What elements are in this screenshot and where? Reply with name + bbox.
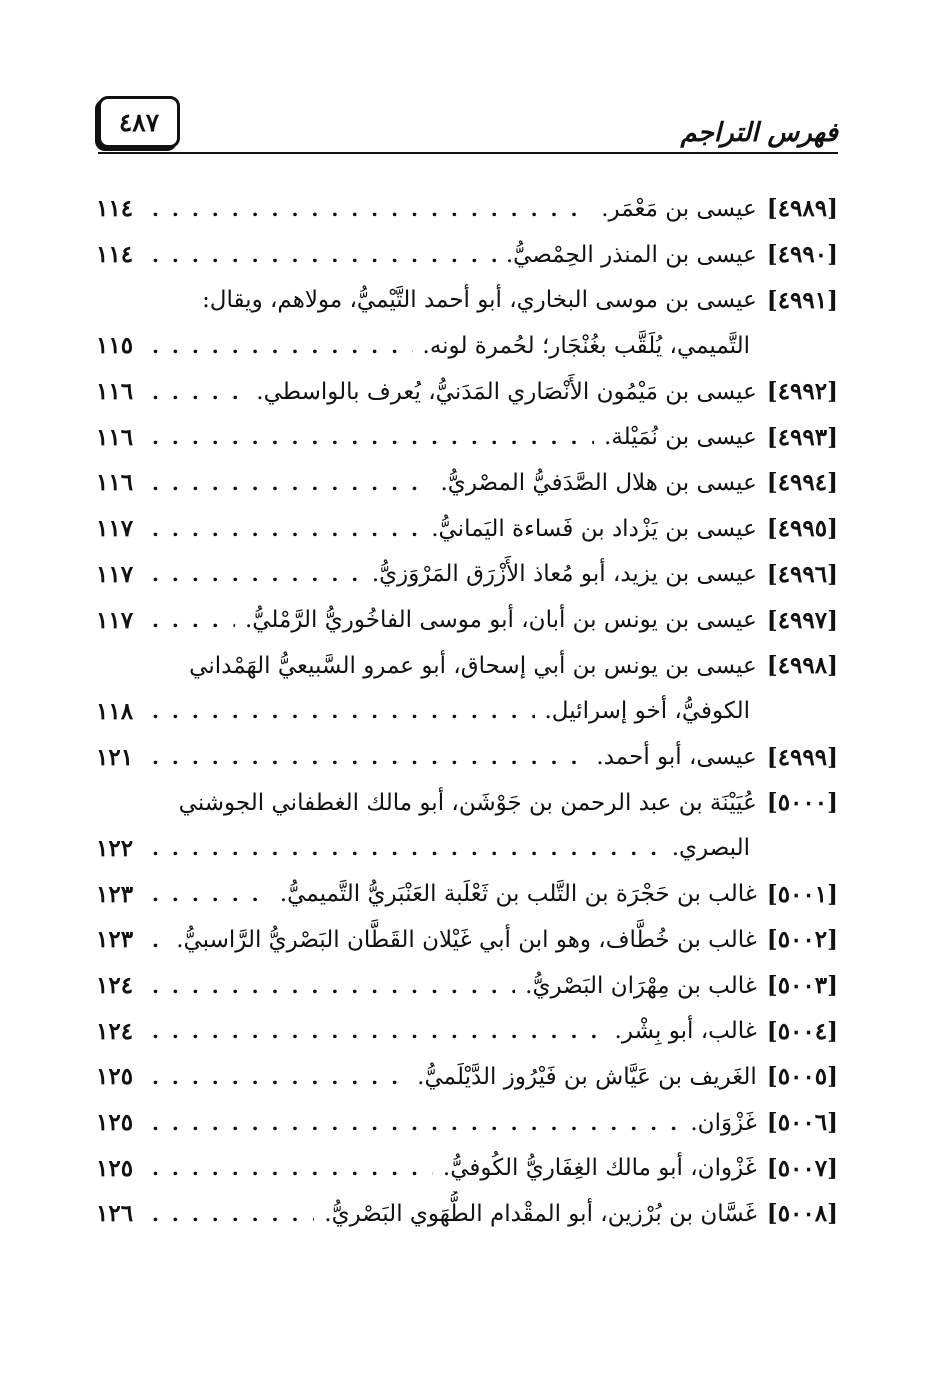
entry-name-continued: الكوفيُّ، أخو إسرائيل. <box>544 698 750 725</box>
entry-name: عيسى بن مَيْمُون الأَنْصَاري المَدَنيُّ، يُعرف بالواسطي. <box>256 378 757 405</box>
dot-leader <box>152 517 421 541</box>
dot-leader <box>152 974 515 998</box>
entry-name: عُيَيْنَة بن عبد الرحمن بن جَوْشَن، أبو مالك الغطفاني الجوشني <box>178 789 757 816</box>
dot-leader <box>152 1202 314 1226</box>
dot-leader <box>152 836 662 860</box>
index-entry <box>96 277 838 323</box>
entry-number: [٤٩٩٠] <box>766 241 838 269</box>
entry-name: غَزْوَان. <box>690 1109 757 1136</box>
entry-name: غالب بن مِهْرَان البَصْريُّ. <box>525 972 757 999</box>
entry-page: ١١٥ <box>96 332 134 360</box>
entry-number: [٥٠٠٦] <box>766 1109 838 1137</box>
entry-name: غالب، أبو بِشْر. <box>614 1018 757 1045</box>
entry-name: عيسى بن موسى البخاري، أبو أحمد التَّيْميُّ، مولاهم، ويقال: <box>202 287 757 314</box>
dot-leader <box>152 1065 407 1089</box>
entry-number: [٥٠٠٥] <box>766 1063 838 1091</box>
entry-page: ١١٦ <box>96 378 134 406</box>
entry-page: ١٢٥ <box>96 1109 134 1137</box>
index-entry <box>96 597 838 643</box>
entry-page: ١١٤ <box>96 241 134 269</box>
entry-name-continued: البصري. <box>671 835 750 862</box>
dot-leader <box>152 882 270 906</box>
entry-name: غالب بن حَجْرَة بن التَّلب بن ثَعْلَبة العَنْبَريُّ التَّميميُّ. <box>279 881 757 908</box>
entry-number: [٤٩٩٦] <box>766 560 838 588</box>
entry-page: ١٢٦ <box>96 1200 134 1228</box>
entry-number: [٤٩٩٣] <box>766 423 838 451</box>
entry-name: غَسَّان بن بُرْزين، أبو المقْدام الطُّهَوي البَصْريُّ. <box>324 1200 757 1227</box>
index-entry <box>96 643 838 689</box>
dot-leader <box>152 197 591 221</box>
index-entry <box>96 552 838 598</box>
index-entry <box>96 186 838 232</box>
entry-name: عيسى بن يونس بن أبي إسحاق، أبو عمرو السَّبيعيُّ الهَمْداني <box>189 652 757 679</box>
dot-leader <box>152 1019 605 1043</box>
dot-leader <box>152 380 246 404</box>
entry-page: ١٢٤ <box>96 1017 134 1045</box>
index-entry <box>96 232 838 278</box>
entry-name: عيسى، أبو أحمد. <box>596 744 757 771</box>
entry-number: [٥٠٠٤] <box>766 1017 838 1045</box>
index-entry <box>96 1100 838 1146</box>
entry-number: [٥٠٠٠] <box>766 789 838 817</box>
index-entry <box>96 414 838 460</box>
entry-number: [٤٩٩٥] <box>766 515 838 543</box>
entry-page: ١٢٥ <box>96 1063 134 1091</box>
dot-leader <box>152 608 235 632</box>
entry-name: عيسى بن مَعْمَر. <box>601 195 757 222</box>
dot-leader <box>152 562 362 586</box>
dot-leader <box>152 1111 680 1135</box>
index-entry <box>96 369 838 415</box>
dot-leader <box>152 471 431 495</box>
index-entry-continuation <box>96 826 838 872</box>
entry-name: الغَريف بن عَيَّاش بن فَيْرُوز الدَّيْلَميُّ. <box>417 1063 757 1090</box>
entry-page: ١٢٤ <box>96 972 134 1000</box>
entry-number: [٥٠٠٧] <box>766 1154 838 1182</box>
entry-name: عيسى بن يزيد، أبو مُعاذ الأَزْرَق المَرْوَزيُّ. <box>371 561 757 588</box>
dot-leader <box>152 745 586 769</box>
entry-page: ١٢٥ <box>96 1154 134 1182</box>
entry-page: ١١٦ <box>96 469 134 497</box>
index-entry <box>96 780 838 826</box>
dot-leader <box>152 425 594 449</box>
index-entries <box>96 186 838 1237</box>
index-entry-continuation <box>96 323 838 369</box>
entry-name: غَزْوان، أبو مالك الغِفَاريُّ الكُوفيُّ. <box>442 1155 757 1182</box>
dot-leader <box>152 928 166 952</box>
entry-page: ١١٧ <box>96 515 134 543</box>
entry-name: عيسى بن يونس بن أبان، أبو موسى الفاخُوريُّ الرَّمْليُّ. <box>244 607 757 634</box>
entry-name: غالب بن خُطَّاف، وهو ابن أبي غَيْلان القَطَّان البَصْريُّ الرَّاسبيُّ. <box>176 926 757 953</box>
index-entry <box>96 871 838 917</box>
entry-number: [٤٩٩١] <box>766 286 838 314</box>
dot-leader <box>152 1156 433 1180</box>
entry-name: عيسى بن هلال الصَّدَفيُّ المصْريُّ. <box>440 469 757 496</box>
index-entry <box>96 734 838 780</box>
entry-page: ١١٤ <box>96 195 134 223</box>
entry-name: عيسى بن المنذر الحِمْصيُّ. <box>505 241 757 268</box>
entry-number: [٤٩٩٨] <box>766 652 838 680</box>
entry-page: ١٢١ <box>96 743 134 771</box>
index-entry <box>96 1054 838 1100</box>
entry-page: ١٢٢ <box>96 834 134 862</box>
entry-page: ١٢٣ <box>96 880 134 908</box>
entry-number: [٥٠٠٢] <box>766 926 838 954</box>
entry-number: [٥٠٠٨] <box>766 1200 838 1228</box>
index-entry <box>96 506 838 552</box>
index-entry <box>96 1191 838 1237</box>
entry-page: ١١٧ <box>96 560 134 588</box>
dot-leader <box>152 699 535 723</box>
entry-page: ١١٦ <box>96 423 134 451</box>
entry-name: عيسى بن يَزْداد بن فَساءة اليَمانيُّ. <box>431 515 757 542</box>
entry-number: [٤٩٩٤] <box>766 469 838 497</box>
header-rule <box>98 152 838 154</box>
entry-page: ١١٨ <box>96 697 134 725</box>
running-title: فهرس التراجم <box>680 118 838 148</box>
entry-number: [٤٩٩٢] <box>766 378 838 406</box>
entry-name: عيسى بن نُمَيْلة. <box>604 424 757 451</box>
dot-leader <box>152 243 496 267</box>
entry-name-continued: التَّميمي، يُلَقَّب بغُنْجَار؛ لحُمرة لونه. <box>422 332 750 359</box>
entry-number: [٥٠٠١] <box>766 880 838 908</box>
page-number-box: ٤٨٧ <box>98 96 180 148</box>
dot-leader <box>152 334 413 358</box>
entry-number: [٥٠٠٣] <box>766 972 838 1000</box>
index-entry <box>96 460 838 506</box>
entry-number: [٤٩٩٧] <box>766 606 838 634</box>
entry-page: ١٢٣ <box>96 926 134 954</box>
index-entry <box>96 963 838 1009</box>
index-entry <box>96 917 838 963</box>
index-entry <box>96 1008 838 1054</box>
page-header <box>98 96 838 154</box>
index-entry-continuation <box>96 689 838 735</box>
entry-page: ١١٧ <box>96 606 134 634</box>
index-entry <box>96 1145 838 1191</box>
entry-number: [٤٩٨٩] <box>766 195 838 223</box>
entry-number: [٤٩٩٩] <box>766 743 838 771</box>
